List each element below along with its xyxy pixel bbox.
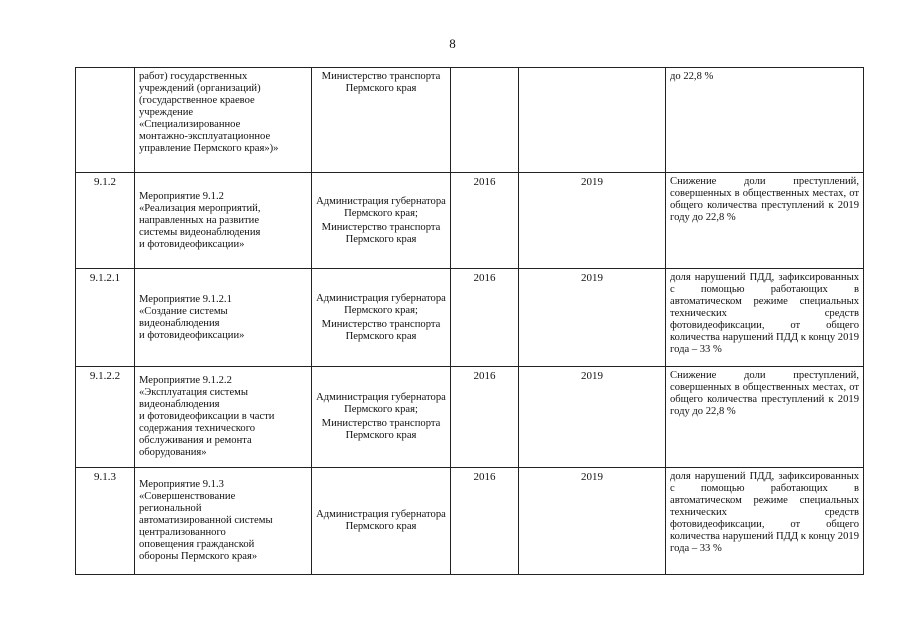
executor-cell: [312, 269, 451, 367]
measure-name-line: направленных на развитие: [139, 214, 260, 226]
measures-table: [75, 67, 864, 575]
measure-name-line: работ) государственных: [139, 71, 248, 82]
measure-name-line: «Создание системы: [139, 305, 228, 317]
executor: Министерство транспорта Пермского края: [321, 221, 441, 245]
measure-name-line: «Реализация мероприятий,: [139, 202, 261, 214]
measure-name-line: «Специализированное: [139, 119, 241, 130]
measure-name: [135, 367, 312, 468]
executor: Администрация губернатора Пермского края;: [316, 292, 446, 316]
measure-name-line: (государственное краевое: [139, 95, 255, 106]
row-number: 9.1.3: [76, 468, 135, 575]
executor: Администрация губернатора Пермского края;: [316, 392, 446, 415]
measure-name-line: Мероприятие 9.1.3: [139, 479, 224, 490]
measure-name-line: содержания технического: [139, 423, 256, 434]
table-row: [76, 68, 864, 173]
executor-cell: [312, 68, 451, 173]
measure-name: [135, 468, 312, 575]
expected-result: Снижение доли преступлений, совершенных в общественных местах, от общего количества преступлений к 2019 году до 22,8 %: [666, 173, 864, 269]
executor: Администрация губернатора Пермского края;: [316, 195, 446, 219]
end-year: 2019: [519, 367, 666, 468]
measure-name-line: Мероприятие 9.1.2.2: [139, 375, 232, 386]
table-row: [76, 367, 864, 468]
row-number: [76, 68, 135, 173]
expected-result: доля нарушений ПДД, зафиксированных с помощью работающих в автоматическом режиме специальных технических средств фотовидеофиксации, от общего количества нарушений ПДД к концу 2019 года – 33 %: [666, 269, 864, 367]
measure-name-line: оповещения гражданской: [139, 539, 255, 550]
measure-name-line: «Совершенствование: [139, 491, 236, 502]
table-row: [76, 269, 864, 367]
measure-name-line: Мероприятие 9.1.2: [139, 190, 224, 202]
row-number: 9.1.2.2: [76, 367, 135, 468]
executor: Министерство транспорта Пермского края: [321, 318, 441, 342]
start-year: 2016: [451, 173, 519, 269]
row-number: 9.1.2.1: [76, 269, 135, 367]
measure-name: [135, 68, 312, 173]
executor-cell: [312, 173, 451, 269]
end-year: 2019: [519, 468, 666, 575]
expected-result: до 22,8 %: [666, 68, 864, 173]
start-year: 2016: [451, 367, 519, 468]
measure-name-line: видеонаблюдения: [139, 317, 220, 329]
measure-name-line: «Эксплуатация системы: [139, 387, 248, 398]
measure-name-line: управление Пермского края»)»: [139, 143, 279, 154]
end-year: 2019: [519, 173, 666, 269]
executor-cell: [312, 468, 451, 575]
measure-name-line: оборудования»: [139, 447, 207, 458]
page-number: 8: [449, 36, 456, 51]
measure-name-line: и фотовидеофиксации в части: [139, 411, 275, 422]
measure-name-line: монтажно-эксплуатационное: [139, 131, 271, 142]
measure-name-line: обороны Пермского края»: [139, 551, 258, 562]
measure-name: [135, 173, 312, 269]
executor: Министерство транспорта Пермского края: [321, 71, 441, 94]
measure-name-line: и фотовидеофиксации»: [139, 238, 245, 250]
start-year: [451, 68, 519, 173]
measure-name-line: Мероприятие 9.1.2.1: [139, 293, 232, 305]
row-number: 9.1.2: [76, 173, 135, 269]
executor: Администрация губернатора Пермского края: [316, 509, 446, 532]
table-row: [76, 468, 864, 575]
end-year: 2019: [519, 269, 666, 367]
measure-name-line: централизованного: [139, 527, 226, 538]
measure-name-line: и фотовидеофиксации»: [139, 329, 245, 341]
end-year: [519, 68, 666, 173]
measure-name-line: обслуживания и ремонта: [139, 435, 252, 446]
start-year: 2016: [451, 269, 519, 367]
measure-name-line: учреждение: [139, 107, 194, 118]
executor: Министерство транспорта Пермского края: [321, 418, 441, 441]
measure-name-line: региональной: [139, 503, 202, 514]
expected-result: доля нарушений ПДД, зафиксированных с помощью работающих в автоматическом режиме специальных технических средств фотовидеофиксации, от общего количества нарушений ПДД к концу 2019 года – 33 %: [666, 468, 864, 575]
measure-name-line: автоматизированной системы: [139, 515, 273, 526]
measure-name: [135, 269, 312, 367]
expected-result: Снижение доли преступлений, совершенных в общественных местах, от общего количества преступлений к 2019 году до 22,8 %: [666, 367, 864, 468]
measure-name-line: видеонаблюдения: [139, 399, 220, 410]
start-year: 2016: [451, 468, 519, 575]
table-row: [76, 173, 864, 269]
measure-name-line: системы видеонаблюдения: [139, 226, 261, 238]
executor-cell: [312, 367, 451, 468]
measure-name-line: учреждений (организаций): [139, 83, 261, 94]
